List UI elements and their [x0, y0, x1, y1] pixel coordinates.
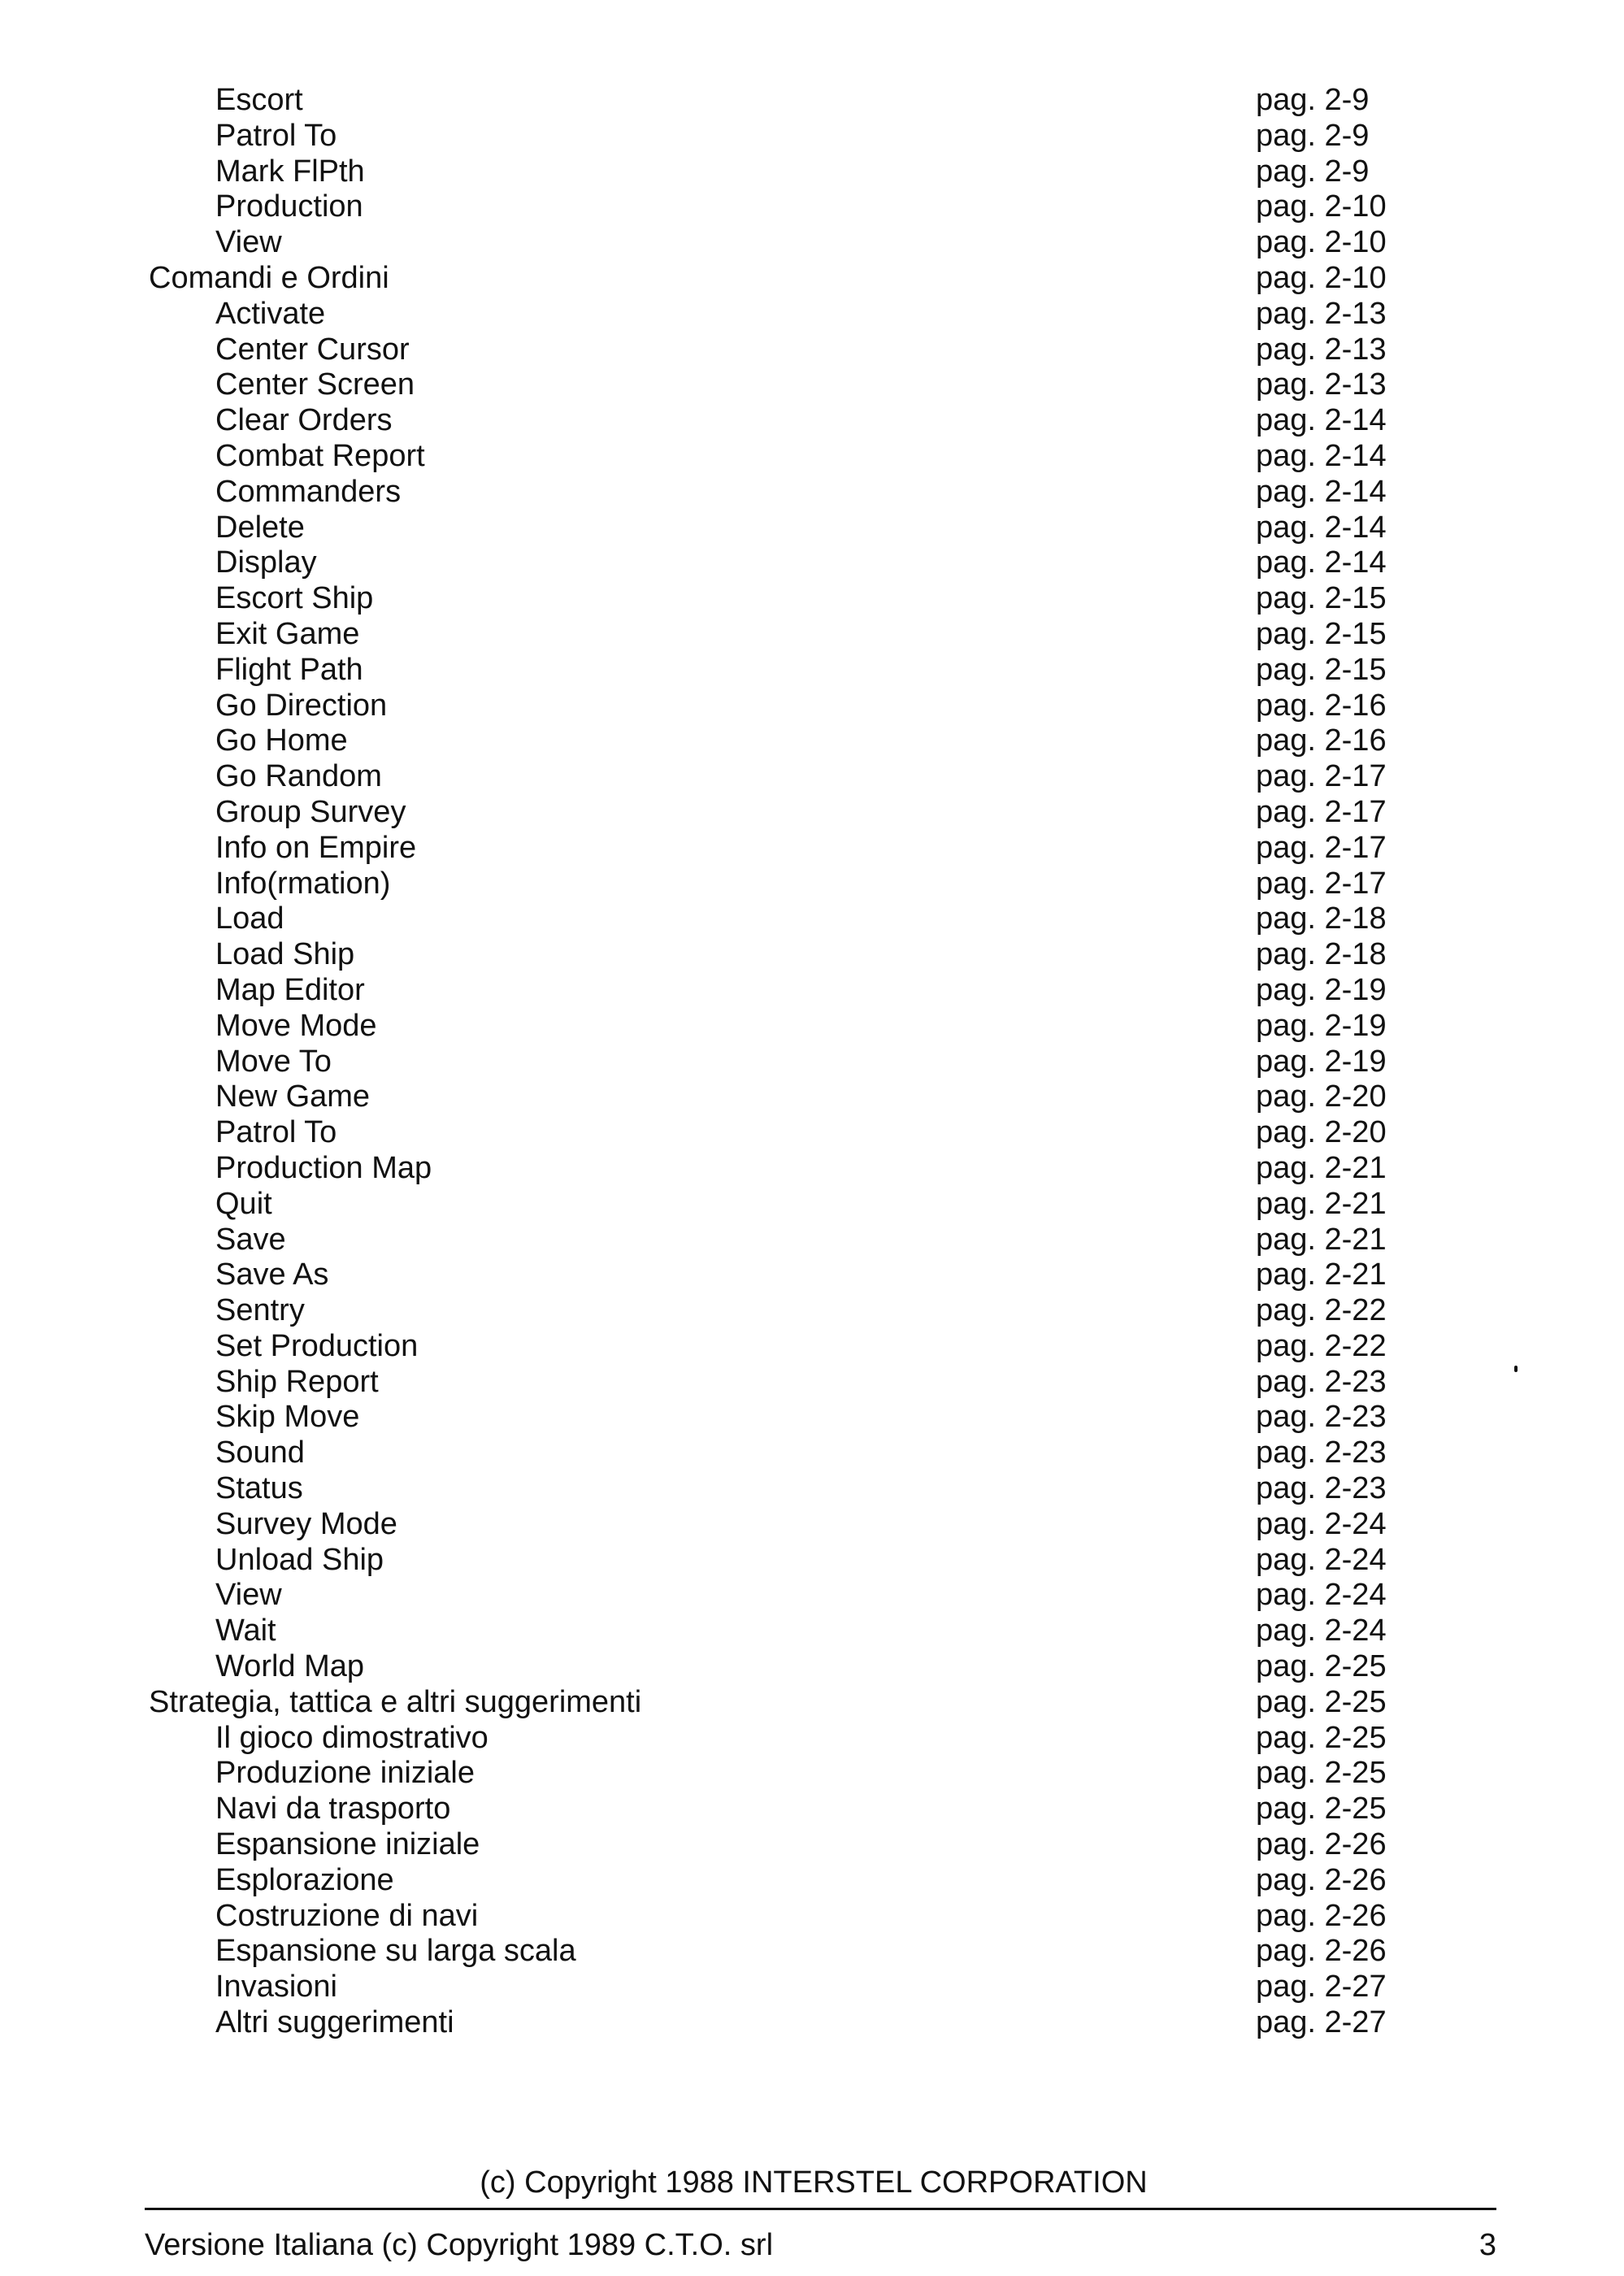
toc-entry	[0, 1151, 1624, 1187]
toc-entry-page: pag. 2-14	[1256, 403, 1387, 438]
toc-entry-page: pag. 2-24	[1256, 1506, 1387, 1541]
toc-entry	[0, 901, 1624, 937]
toc-entry	[0, 617, 1624, 653]
toc-entry-title: Skip Move	[215, 1400, 360, 1435]
toc-entry-page: pag. 2-21	[1256, 1222, 1387, 1257]
toc-entry-page: pag. 2-15	[1256, 652, 1387, 687]
toc-entry-title: Sound	[215, 1436, 305, 1470]
toc-entry-page: pag. 2-9	[1256, 83, 1370, 117]
toc-entry-title: Patrol To	[215, 118, 337, 153]
toc-entry-page: pag. 2-23	[1256, 1436, 1387, 1470]
toc-entry	[0, 1507, 1624, 1543]
toc-entry	[0, 973, 1624, 1009]
toc-entry-page: pag. 2-15	[1256, 581, 1387, 616]
toc-section-title: Strategia, tattica e altri suggerimenti	[149, 1684, 642, 1719]
toc-entry-page: pag. 2-26	[1256, 1862, 1387, 1897]
page-footer	[145, 2227, 1496, 2263]
toc-entry-title: Clear Orders	[215, 403, 393, 438]
toc-entry-page: pag. 2-21	[1256, 1150, 1387, 1185]
toc-entry-title: Navi da trasporto	[215, 1792, 451, 1826]
toc-entry	[0, 439, 1624, 475]
toc-entry-title: Map Editor	[215, 972, 365, 1007]
toc-entry-title: Escort	[215, 83, 303, 117]
toc-entry-title: Espansione su larga scala	[215, 1934, 576, 1969]
toc-entry	[0, 189, 1624, 225]
toc-entry-page: pag. 2-26	[1256, 1898, 1387, 1933]
toc-entry	[0, 831, 1624, 867]
toc-entry-title: Status	[215, 1471, 303, 1506]
toc-entry-page: pag. 2-14	[1256, 510, 1387, 545]
toc-entry-title: Produzione iniziale	[215, 1756, 475, 1791]
toc-entry-page: pag. 2-9	[1256, 154, 1370, 189]
toc-entry-page: pag. 2-13	[1256, 367, 1387, 402]
toc-entry-page: pag. 2-27	[1256, 2005, 1387, 2040]
toc-entry	[0, 154, 1624, 190]
toc-entry	[0, 1436, 1624, 1471]
toc-entry	[0, 688, 1624, 724]
toc-entry	[0, 510, 1624, 546]
toc-entry-title: Sentry	[215, 1293, 305, 1328]
toc-entry-page: pag. 2-23	[1256, 1400, 1387, 1435]
toc-entry-title: View	[215, 225, 282, 260]
toc-entry	[0, 1187, 1624, 1223]
toc-entry-title: Quit	[215, 1186, 272, 1221]
toc-entry-page: pag. 2-17	[1256, 830, 1387, 865]
toc-section-title: Comandi e Ordini	[149, 260, 389, 295]
toc-entry-page: pag. 2-10	[1256, 260, 1387, 295]
toc-entry-title: View	[215, 1578, 282, 1613]
toc-entry-title: Production Map	[215, 1150, 432, 1185]
toc-entry-page: pag. 2-16	[1256, 723, 1387, 758]
toc-entry-page: pag. 2-17	[1256, 794, 1387, 829]
toc-entry-title: Il gioco dimostrativo	[215, 1720, 489, 1755]
toc-entry-page: pag. 2-22	[1256, 1293, 1387, 1328]
toc-entry	[0, 759, 1624, 795]
toc-entry-title: Combat Report	[215, 438, 425, 473]
toc-entry-page: pag. 2-25	[1256, 1792, 1387, 1826]
toc-entry-page: pag. 2-14	[1256, 545, 1387, 580]
toc-entry-title: Center Cursor	[215, 332, 410, 367]
toc-entry-title: Costruzione di navi	[215, 1898, 479, 1933]
toc-entry-title: Production	[215, 189, 363, 224]
toc-entry-title: Go Random	[215, 759, 382, 794]
toc-entry	[0, 937, 1624, 973]
toc-entry-title: Altri suggerimenti	[215, 2005, 454, 2040]
toc-entry-page: pag. 2-17	[1256, 759, 1387, 794]
toc-entry-page: pag. 2-15	[1256, 616, 1387, 651]
toc-entry-title: Commanders	[215, 474, 402, 509]
toc-entry-title: World Map	[215, 1649, 365, 1684]
toc-entry-title: Esplorazione	[215, 1862, 394, 1897]
toc-entry-page: pag. 2-23	[1256, 1364, 1387, 1399]
table-of-contents	[0, 83, 1624, 2041]
toc-entry-page: pag. 2-25	[1256, 1684, 1387, 1719]
toc-entry-title: Display	[215, 545, 317, 580]
toc-entry-title: Activate	[215, 296, 326, 331]
toc-entry-title: Espansione iniziale	[215, 1827, 480, 1862]
page-number: 3	[1479, 2228, 1496, 2262]
toc-entry-title: Mark FlPth	[215, 154, 365, 189]
toc-entry-title: Move To	[215, 1044, 332, 1079]
toc-entry	[0, 1257, 1624, 1293]
toc-entry	[0, 1756, 1624, 1792]
toc-entry-title: Save	[215, 1222, 286, 1257]
toc-entry-title: Delete	[215, 510, 305, 545]
toc-entry-page: pag. 2-24	[1256, 1578, 1387, 1613]
toc-entry	[0, 1970, 1624, 2005]
toc-entry	[0, 867, 1624, 902]
toc-entry-page: pag. 2-10	[1256, 225, 1387, 260]
toc-entry	[0, 1293, 1624, 1329]
footer-edition-copyright: Versione Italiana (c) Copyright 1989 C.T.O. srl	[145, 2228, 774, 2262]
toc-entry-title: Wait	[215, 1614, 276, 1648]
toc-entry-page: pag. 2-26	[1256, 1934, 1387, 1969]
toc-entry	[0, 119, 1624, 154]
toc-entry-title: Info(rmation)	[215, 866, 391, 901]
toc-entry	[0, 1115, 1624, 1151]
toc-entry-page: pag. 2-17	[1256, 866, 1387, 901]
toc-entry-page: pag. 2-26	[1256, 1827, 1387, 1862]
toc-entry	[0, 1827, 1624, 1863]
toc-entry-page: pag. 2-14	[1256, 474, 1387, 509]
toc-entry	[0, 1792, 1624, 1827]
toc-entry-page: pag. 2-16	[1256, 688, 1387, 723]
toc-entry	[0, 2005, 1624, 2041]
toc-entry-title: Set Production	[215, 1328, 419, 1363]
toc-entry-title: Go Home	[215, 723, 348, 758]
footer-divider	[145, 2208, 1496, 2210]
toc-entry	[0, 653, 1624, 688]
toc-entry-title: Patrol To	[215, 1115, 337, 1150]
toc-entry	[0, 1934, 1624, 1970]
toc-entry	[0, 1471, 1624, 1507]
toc-entry-title: Group Survey	[215, 794, 406, 829]
toc-entry	[0, 1223, 1624, 1258]
toc-entry-page: pag. 2-25	[1256, 1756, 1387, 1791]
toc-entry	[0, 403, 1624, 439]
toc-entry-page: pag. 2-10	[1256, 189, 1387, 224]
toc-entry-page: pag. 2-19	[1256, 1008, 1387, 1043]
toc-entry	[0, 1079, 1624, 1115]
toc-entry-page: pag. 2-24	[1256, 1614, 1387, 1648]
toc-entry	[0, 1721, 1624, 1757]
toc-entry-title: Escort Ship	[215, 581, 374, 616]
toc-entry	[0, 1045, 1624, 1080]
toc-entry-title: Center Screen	[215, 367, 415, 402]
toc-entry	[0, 1329, 1624, 1365]
toc-entry	[0, 723, 1624, 759]
toc-entry	[0, 475, 1624, 510]
toc-entry	[0, 83, 1624, 119]
toc-entry-page: pag. 2-13	[1256, 296, 1387, 331]
toc-entry	[0, 1009, 1624, 1045]
toc-entry-page: pag. 2-20	[1256, 1115, 1387, 1150]
toc-entry-title: Exit Game	[215, 616, 360, 651]
toc-entry-title: Load Ship	[215, 937, 355, 972]
toc-entry-page: pag. 2-21	[1256, 1257, 1387, 1292]
toc-entry	[0, 795, 1624, 831]
toc-entry	[0, 1899, 1624, 1935]
toc-entry	[0, 1365, 1624, 1401]
toc-entry	[0, 332, 1624, 368]
toc-entry	[0, 581, 1624, 617]
toc-entry-title: Load	[215, 901, 284, 936]
toc-entry	[0, 1649, 1624, 1685]
toc-entry-page: pag. 2-19	[1256, 1044, 1387, 1079]
toc-entry-page: pag. 2-27	[1256, 1970, 1387, 2005]
toc-entry-page: pag. 2-13	[1256, 332, 1387, 367]
toc-entry	[0, 367, 1624, 403]
toc-entry-title: Flight Path	[215, 652, 363, 687]
toc-entry-title: New Game	[215, 1079, 371, 1114]
toc-entry-page: pag. 2-25	[1256, 1649, 1387, 1684]
toc-entry-title: Unload Ship	[215, 1542, 384, 1577]
scan-speck	[1514, 1366, 1518, 1372]
copyright-1988-line: (c) Copyright 1988 INTERSTEL CORPORATION	[480, 2165, 1148, 2200]
toc-entry-title: Invasioni	[215, 1970, 337, 2005]
toc-entry-title: Go Direction	[215, 688, 388, 723]
toc-entry-page: pag. 2-23	[1256, 1471, 1387, 1506]
toc-entry-page: pag. 2-24	[1256, 1542, 1387, 1577]
toc-entry-page: pag. 2-22	[1256, 1328, 1387, 1363]
toc-entry	[0, 1400, 1624, 1436]
toc-entry-title: Survey Mode	[215, 1506, 397, 1541]
toc-entry	[0, 1685, 1624, 1721]
toc-entry-page: pag. 2-18	[1256, 937, 1387, 972]
toc-entry-page: pag. 2-14	[1256, 438, 1387, 473]
toc-entry-title: Save As	[215, 1257, 329, 1292]
toc-entry-page: pag. 2-25	[1256, 1720, 1387, 1755]
toc-entry-title: Info on Empire	[215, 830, 417, 865]
toc-entry-title: Ship Report	[215, 1364, 379, 1399]
toc-entry	[0, 261, 1624, 297]
toc-entry	[0, 1614, 1624, 1649]
toc-entry	[0, 1543, 1624, 1579]
toc-entry	[0, 1578, 1624, 1614]
toc-entry-title: Move Mode	[215, 1008, 377, 1043]
toc-entry	[0, 297, 1624, 332]
toc-entry-page: pag. 2-19	[1256, 972, 1387, 1007]
toc-entry	[0, 545, 1624, 581]
toc-entry-page: pag. 2-21	[1256, 1186, 1387, 1221]
toc-entry	[0, 225, 1624, 261]
toc-entry-page: pag. 2-18	[1256, 901, 1387, 936]
toc-entry-page: pag. 2-20	[1256, 1079, 1387, 1114]
toc-entry	[0, 1863, 1624, 1899]
toc-entry-page: pag. 2-9	[1256, 118, 1370, 153]
